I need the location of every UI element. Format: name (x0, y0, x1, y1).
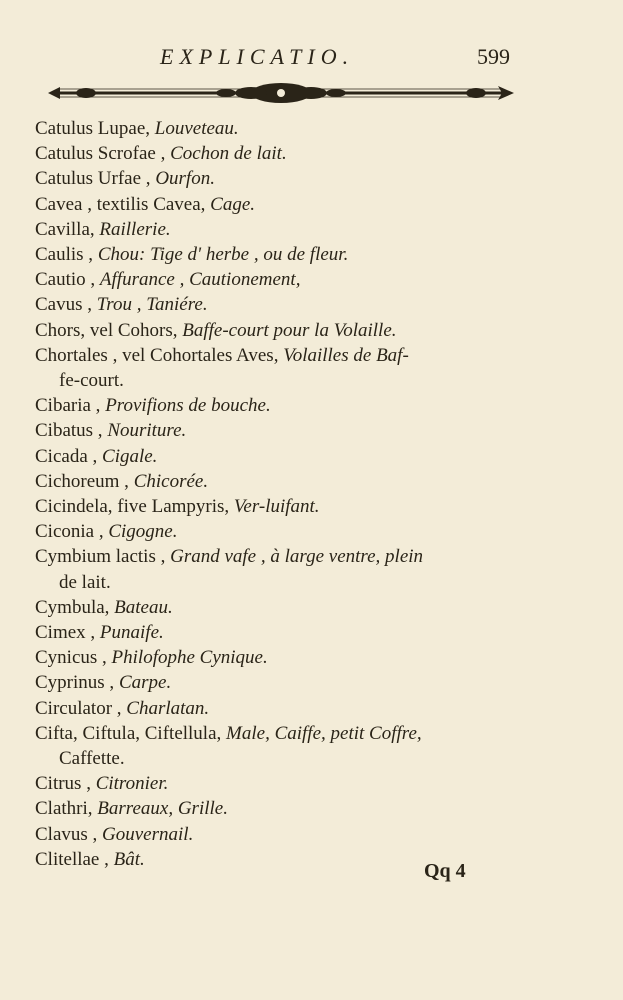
glossary-entry (35, 620, 595, 645)
entry-continuation: de lait. (59, 571, 111, 593)
entry-continuation: fe-court. (59, 370, 124, 392)
entry-continuation: Caffette. (59, 748, 125, 770)
latin-term: Cavea , textilis Cavea, (35, 193, 206, 215)
glossary-entry (35, 217, 595, 242)
french-translation: Male, Caiffe, petit Coffre, (226, 722, 422, 744)
glossary-entry (35, 166, 595, 191)
glossary-entry (35, 418, 595, 443)
page-number: 599 (477, 44, 510, 69)
latin-term: Chortales , vel Cohortales Aves, (35, 344, 279, 366)
latin-term: Clitellae , (35, 848, 109, 870)
glossary-entry (35, 696, 595, 721)
french-translation: Cigogne. (108, 521, 178, 543)
glossary-entry (35, 721, 595, 746)
latin-term: Cibatus , (35, 420, 103, 442)
french-translation: Louveteau. (154, 118, 239, 139)
signature-mark: Qq 4 (424, 860, 466, 882)
french-translation: Citronier. (95, 773, 169, 795)
glossary-entry (35, 318, 595, 343)
latin-term: Cymbium lactis , (35, 546, 166, 568)
latin-term: Cimex , (35, 622, 96, 644)
french-translation: Baffe-court pour la Volaille. (182, 319, 397, 341)
latin-term: Cicindela, five Lampyris, (35, 496, 230, 518)
glossary-entry (35, 796, 595, 821)
latin-term: Chors, vel Cohors, (35, 319, 178, 341)
french-translation: Affurance , Cautionement, (99, 269, 301, 291)
glossary-entry (35, 116, 595, 141)
french-translation: Chicorée. (133, 470, 209, 492)
latin-term: Catulus Lupae, (35, 118, 151, 139)
french-translation: Cigale. (102, 445, 158, 467)
glossary-entry (35, 822, 595, 847)
french-translation: Gouvernail. (102, 823, 194, 845)
latin-term: Citrus , (35, 773, 91, 795)
glossary-entry (35, 595, 595, 620)
french-translation: Bât. (113, 848, 145, 870)
glossary-entry (35, 192, 595, 217)
glossary-entry (35, 393, 595, 418)
latin-term: Catulus Urfae , (35, 168, 151, 190)
glossary-entry (35, 469, 595, 494)
french-translation: Grand vafe , à large ventre, plein (170, 546, 424, 568)
running-head: EXPLICATIO. (160, 44, 355, 69)
french-translation: Raillerie. (99, 218, 171, 240)
glossary-entry (35, 519, 595, 544)
latin-term: Cavus , (35, 294, 92, 316)
latin-term: Cibaria , (35, 395, 101, 417)
french-translation: Ourfon. (155, 168, 215, 190)
latin-term: Clavus , (35, 823, 98, 845)
glossary-entry (35, 242, 595, 267)
glossary-entry (35, 847, 595, 872)
floral-rule-ornament-icon (46, 80, 516, 106)
french-translation: Volailles de Baf- (283, 344, 409, 366)
french-translation: Carpe. (118, 672, 172, 694)
latin-term: Catulus Scrofae , (35, 143, 166, 165)
glossary-entry (35, 343, 595, 368)
glossary-entry (35, 670, 595, 695)
latin-term: Cynicus , (35, 647, 107, 669)
french-translation: Cage. (210, 193, 256, 215)
french-translation: Philofophe Cynique. (111, 647, 268, 669)
french-translation: Bateau. (114, 596, 173, 618)
french-translation: Chou: Tige d' herbe , ou de fleur. (97, 244, 349, 266)
glossary-entry (35, 544, 595, 569)
latin-term: Cyprinus , (35, 672, 115, 694)
french-translation: Ver-luifant. (233, 496, 320, 518)
latin-term: Cichoreum , (35, 470, 129, 492)
glossary-entry (35, 494, 595, 519)
glossary-entry (35, 444, 595, 469)
latin-term: Circulator , (35, 697, 122, 719)
latin-term: Clathri, (35, 798, 93, 820)
glossary-entry (35, 267, 595, 292)
glossary-entry (35, 141, 595, 166)
glossary-entries (35, 116, 595, 872)
french-translation: Nouriture. (107, 420, 187, 442)
latin-term: Cautio , (35, 269, 96, 291)
french-translation: Provifions de bouche. (105, 395, 271, 417)
latin-term: Cicada , (35, 445, 98, 467)
french-translation: Cochon de lait. (170, 143, 287, 165)
glossary-entry (35, 645, 595, 670)
latin-term: Ciconia , (35, 521, 104, 543)
glossary-entry (35, 771, 595, 796)
latin-term: Cifta, Ciftula, Ciftellula, (35, 722, 222, 744)
french-translation: Trou , Taniére. (96, 294, 208, 316)
latin-term: Caulis , (35, 244, 94, 266)
latin-term: Cymbula, (35, 596, 110, 618)
french-translation: Punaife. (99, 622, 164, 644)
french-translation: Barreaux, Grille. (97, 798, 228, 820)
glossary-entry (35, 292, 595, 317)
french-translation: Charlatan. (126, 697, 210, 719)
latin-term: Cavilla, (35, 218, 95, 240)
